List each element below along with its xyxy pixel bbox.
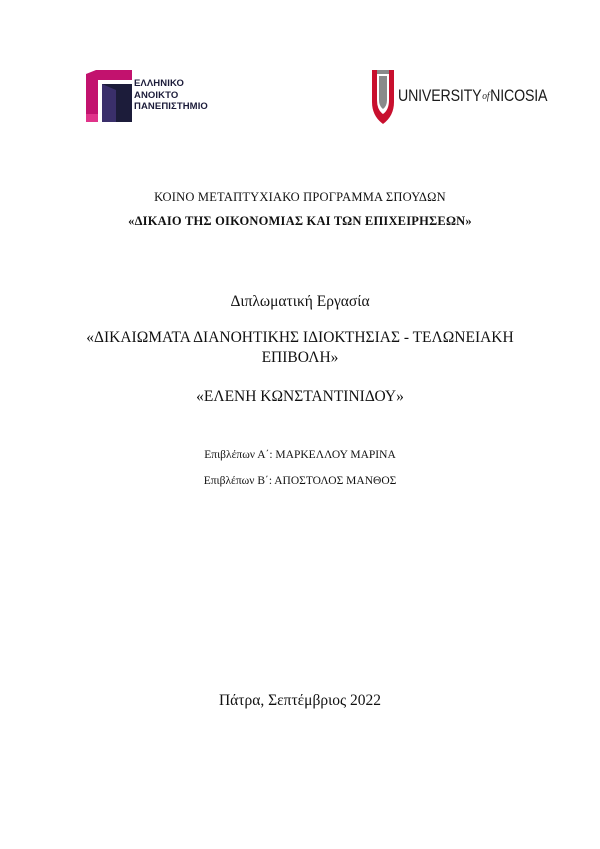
programme-title: «ΔΙΚΑΙΟ ΤΗΣ ΟΙΚΟΝΟΜΙΑΣ ΚΑΙ ΤΩΝ ΕΠΙΧΕΙΡΗΣΕΩΝ» [128,214,472,228]
supervisor-a: Επιβλέπων Α΄: ΜΑΡΚΕΛΛΟΥ ΜΑΡΙΝΑ [204,449,396,461]
place-date: Πάτρα, Σεπτέμβριος 2022 [218,692,382,709]
eap-logo-line: ΕΛΛΗΝΙΚΟ [134,78,184,89]
eap-logo-line: ΑΝΟΙΚΤΟ [134,89,179,101]
programme-name: ΚΟΙΝΟ ΜΕΤΑΠΤΥΧΙΑΚΟ ΠΡΟΓΡΑΜΜΑ ΣΠΟΥΔΩΝ [154,190,446,204]
document-type: Διπλωματική Εργασία [230,293,370,310]
unic-wordmark [398,87,547,106]
unic-word-nicosia: NICOSIA [490,87,548,105]
author-name: «ΕΛΕΝΗ ΚΩΝΣΤΑΝΤΙΝΙΔΟΥ» [196,388,404,405]
eap-logo [86,70,226,122]
unic-shield-icon [372,70,394,124]
unic-word-of: of [482,90,490,102]
eap-logo-text [134,78,208,113]
supervisor-b: Επιβλέπων Β΄: ΑΠΟΣΤΟΛΟΣ ΜΑΝΘΟΣ [203,475,397,487]
eap-emblem-icon [86,70,132,122]
unic-logo [372,70,548,124]
unic-word-university: UNIVERSITY [398,87,482,105]
thesis-title: «ΔΙΚΑΙΩΜΑΤΑ ΔΙΑΝΟΗΤΙΚΗΣ ΙΔΙΟΚΤΗΣΙΑΣ - ΤΕΛΩΝΕΙΑΚΗ ΕΠΙΒΟΛΗ» [86,329,514,366]
eap-logo-line: ΠΑΝΕΠΙΣΤΗΜΙΟ [134,101,208,112]
